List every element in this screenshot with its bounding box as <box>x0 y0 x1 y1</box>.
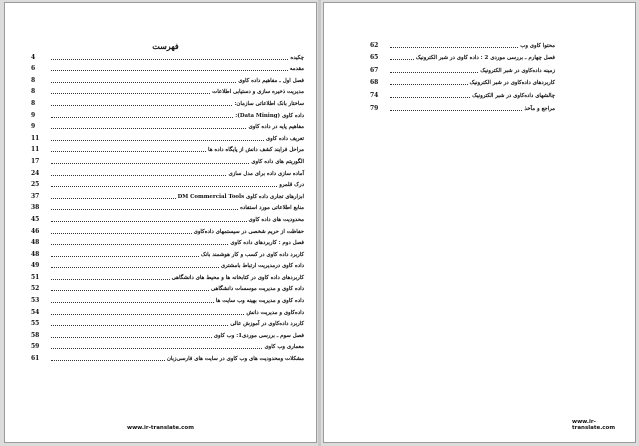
dot-leader <box>51 82 236 83</box>
toc-entry[interactable] <box>370 74 555 87</box>
dot-leader <box>51 128 246 129</box>
toc-page-right <box>4 2 317 443</box>
toc-entry[interactable] <box>31 246 304 258</box>
toc-page-number: 48 <box>31 239 40 247</box>
toc-page-number: 8 <box>31 99 36 107</box>
toc-entry-label: تعریف داده کاوی <box>265 135 304 142</box>
toc-entry-label: ساختار بانک اطلاعاتی سازمان: <box>234 100 304 107</box>
toc-entry-label: الگوریتم های داده کاوی <box>251 158 304 165</box>
toc-entry-label: محدودیت های داده کاوی <box>248 216 304 223</box>
dot-leader <box>390 110 522 111</box>
toc-entry[interactable] <box>370 36 555 49</box>
book-gutter <box>318 0 321 446</box>
toc-entry[interactable] <box>31 316 304 328</box>
toc-entry[interactable] <box>31 292 304 304</box>
toc-entry[interactable] <box>31 327 304 339</box>
dot-leader <box>51 70 288 71</box>
toc-entry[interactable] <box>31 177 304 189</box>
toc-entry[interactable] <box>31 281 304 293</box>
toc-entry[interactable] <box>31 72 304 84</box>
dot-leader <box>390 47 518 48</box>
toc-entry[interactable] <box>31 200 304 212</box>
toc-page-number: 9 <box>31 111 36 119</box>
toc-entry[interactable] <box>31 95 304 107</box>
toc-entry-label: مراجع و مآخذ <box>524 105 555 112</box>
dot-leader <box>51 163 249 164</box>
toc-entry[interactable] <box>31 350 304 362</box>
toc-entry-label: فصل سوم ـ بررسی موردی1: وب کاوی <box>213 332 304 339</box>
toc-entry[interactable] <box>31 235 304 247</box>
dot-leader <box>51 325 228 326</box>
toc-entry-label: منابع اطلاعاتی مورد استفاده <box>240 205 304 212</box>
toc-entry-label: درک قلمرو <box>279 182 304 189</box>
toc-entry-label: داده کاوی و مدیریت بهینه وب سایت ها <box>215 298 304 305</box>
toc-entry-label: کاربردهای داده کاوی در کتابخانه ها و محیط های دانشگاهی <box>171 274 304 281</box>
dot-leader <box>51 105 232 106</box>
dot-leader <box>51 256 199 257</box>
toc-entry[interactable] <box>31 142 304 154</box>
toc-page-number: 65 <box>370 54 379 62</box>
toc-page-number: 8 <box>31 88 36 96</box>
toc-entry-label: مشکلات ومحدودیت های وب کاوی در سایت های فارسی‌زبان <box>166 356 304 363</box>
dot-leader <box>51 290 209 291</box>
toc-entry-label: کاربرد داده‌کاوی در آموزش عالی <box>230 321 304 328</box>
toc-page-number: 59 <box>31 343 40 351</box>
toc-page-number: 17 <box>31 157 40 165</box>
dot-leader <box>390 59 414 60</box>
toc-page-number: 25 <box>31 181 40 189</box>
toc-page-number: 51 <box>31 273 40 281</box>
dot-leader <box>51 279 170 280</box>
toc-entry[interactable] <box>370 86 555 99</box>
toc-entry-label: فصل دوم : کاربردهای داده کاوی <box>230 240 304 247</box>
toc-page-number: 11 <box>31 146 40 154</box>
toc-entry[interactable] <box>31 119 304 131</box>
dot-leader <box>51 233 192 234</box>
dot-leader <box>51 198 176 199</box>
toc-page-number: 74 <box>370 91 379 99</box>
toc-entry[interactable] <box>370 99 555 112</box>
toc-entry[interactable] <box>31 165 304 177</box>
dot-leader <box>51 221 247 222</box>
toc-page-number: 68 <box>370 79 379 87</box>
dot-leader <box>51 302 214 303</box>
toc-page-number: 45 <box>31 215 40 223</box>
toc-entry-label: فصل اول ـ مفاهیم داده کاوی <box>238 77 304 84</box>
toc-entry-label: آماده سازی داده برای مدل سازی <box>228 170 304 177</box>
toc-entry[interactable] <box>31 223 304 235</box>
toc-page-number: 49 <box>31 262 40 270</box>
toc-entry-label: مقدمه <box>289 66 304 73</box>
toc-entry[interactable] <box>31 211 304 223</box>
toc-page-number: 67 <box>370 66 379 74</box>
toc-title: فهرست <box>152 41 179 51</box>
toc-page-number: 79 <box>370 104 379 112</box>
toc-entry[interactable] <box>31 84 304 96</box>
toc-page-number: 62 <box>370 41 379 49</box>
toc-entry-label: معماری وب کاوی <box>264 344 304 351</box>
toc-entry-label: فصل چهارم ـ بررسی موردی 2 : داده کاوی در شبر الکترونیک <box>415 55 555 62</box>
toc-entry-label: مدیریت ذخیره سازی و دستیابی اطلاعات <box>212 89 304 96</box>
toc-page-number: 52 <box>31 285 40 293</box>
dot-leader <box>51 314 244 315</box>
toc-entry[interactable] <box>31 107 304 119</box>
toc-entry-label: زمینه داده‌کاوی در شبر الکترونیک <box>480 67 555 74</box>
dot-leader <box>51 140 264 141</box>
dot-leader <box>51 348 262 349</box>
toc-page-number: 61 <box>31 355 40 363</box>
dot-leader <box>51 117 233 118</box>
dot-leader <box>51 59 288 60</box>
toc-entry[interactable] <box>31 188 304 200</box>
toc-entry[interactable] <box>370 61 555 74</box>
toc-list-right <box>31 49 304 362</box>
toc-page-left <box>323 2 636 443</box>
page-footer-url: www.ir-translate.com <box>572 419 616 431</box>
toc-entry-label: کاربردهای داده‌کاوی در شبر الکترونیک <box>469 80 555 87</box>
toc-entry-label: مفاهیم پایه در داده کاوی <box>248 124 304 131</box>
dot-leader <box>390 72 478 73</box>
toc-list-left <box>370 36 555 112</box>
toc-page-number: 11 <box>31 134 40 142</box>
toc-entry-label: داده کاوی (Data Mining): <box>235 112 304 119</box>
toc-entry-label: حفاظت از حریم شخصی در سیستمهای داده‌کاوی <box>193 228 304 235</box>
toc-entry-label: داده کاوی درمدیریت ارتباط بامشتری <box>220 263 304 270</box>
toc-entry[interactable] <box>31 269 304 281</box>
toc-page-number: 24 <box>31 169 40 177</box>
dot-leader <box>51 360 165 361</box>
toc-entry-label: داده کاوی و مدیریت موسسات دانشگاهی <box>210 286 304 293</box>
dot-leader <box>51 93 210 94</box>
toc-page-number: 8 <box>31 76 36 84</box>
dot-leader <box>390 97 470 98</box>
dot-leader <box>51 209 238 210</box>
toc-entry[interactable] <box>31 61 304 73</box>
toc-page-number: 58 <box>31 331 40 339</box>
toc-entry-label: چکیده <box>290 54 304 61</box>
toc-entry[interactable] <box>31 153 304 165</box>
toc-page-number: 54 <box>31 308 40 316</box>
toc-entry[interactable] <box>31 304 304 316</box>
toc-entry[interactable] <box>31 130 304 142</box>
toc-page-number: 53 <box>31 297 40 305</box>
dot-leader <box>51 186 277 187</box>
toc-page-number: 38 <box>31 204 40 212</box>
toc-entry-label: داده‌کاوی و مدیریت دانش <box>246 309 304 316</box>
toc-page-number: 37 <box>31 192 40 200</box>
toc-page-number: 9 <box>31 123 36 131</box>
toc-page-number: 55 <box>31 320 40 328</box>
dot-leader <box>51 337 212 338</box>
toc-page-number: 48 <box>31 250 40 258</box>
dot-leader <box>51 175 226 176</box>
toc-entry[interactable] <box>31 258 304 270</box>
toc-page-number: 4 <box>31 53 36 61</box>
dot-leader <box>390 84 468 85</box>
toc-entry[interactable] <box>31 49 304 61</box>
toc-entry-label: محتوا کاوی وب <box>520 42 555 49</box>
dot-leader <box>51 244 228 245</box>
page-footer-url: www.ir-translate.com <box>127 425 194 431</box>
toc-entry-label: کاربرد داده کاوی در کسب و کار هوشمند بانک <box>200 251 304 258</box>
toc-entry-label: چالشهای داده‌کاوی در شبر الکترونیک <box>472 92 555 99</box>
toc-entry[interactable] <box>31 339 304 351</box>
toc-entry-label: ابزارهای تجاری داده کاوی DM Commercial Tools <box>177 193 304 200</box>
toc-entry-label: مراحل فرایند کشف دانش از پایگاه داده ها <box>208 147 304 154</box>
toc-page-number: 6 <box>31 65 36 73</box>
toc-page-number: 46 <box>31 227 40 235</box>
dot-leader <box>51 267 219 268</box>
dot-leader <box>51 151 206 152</box>
toc-entry[interactable] <box>370 49 555 62</box>
